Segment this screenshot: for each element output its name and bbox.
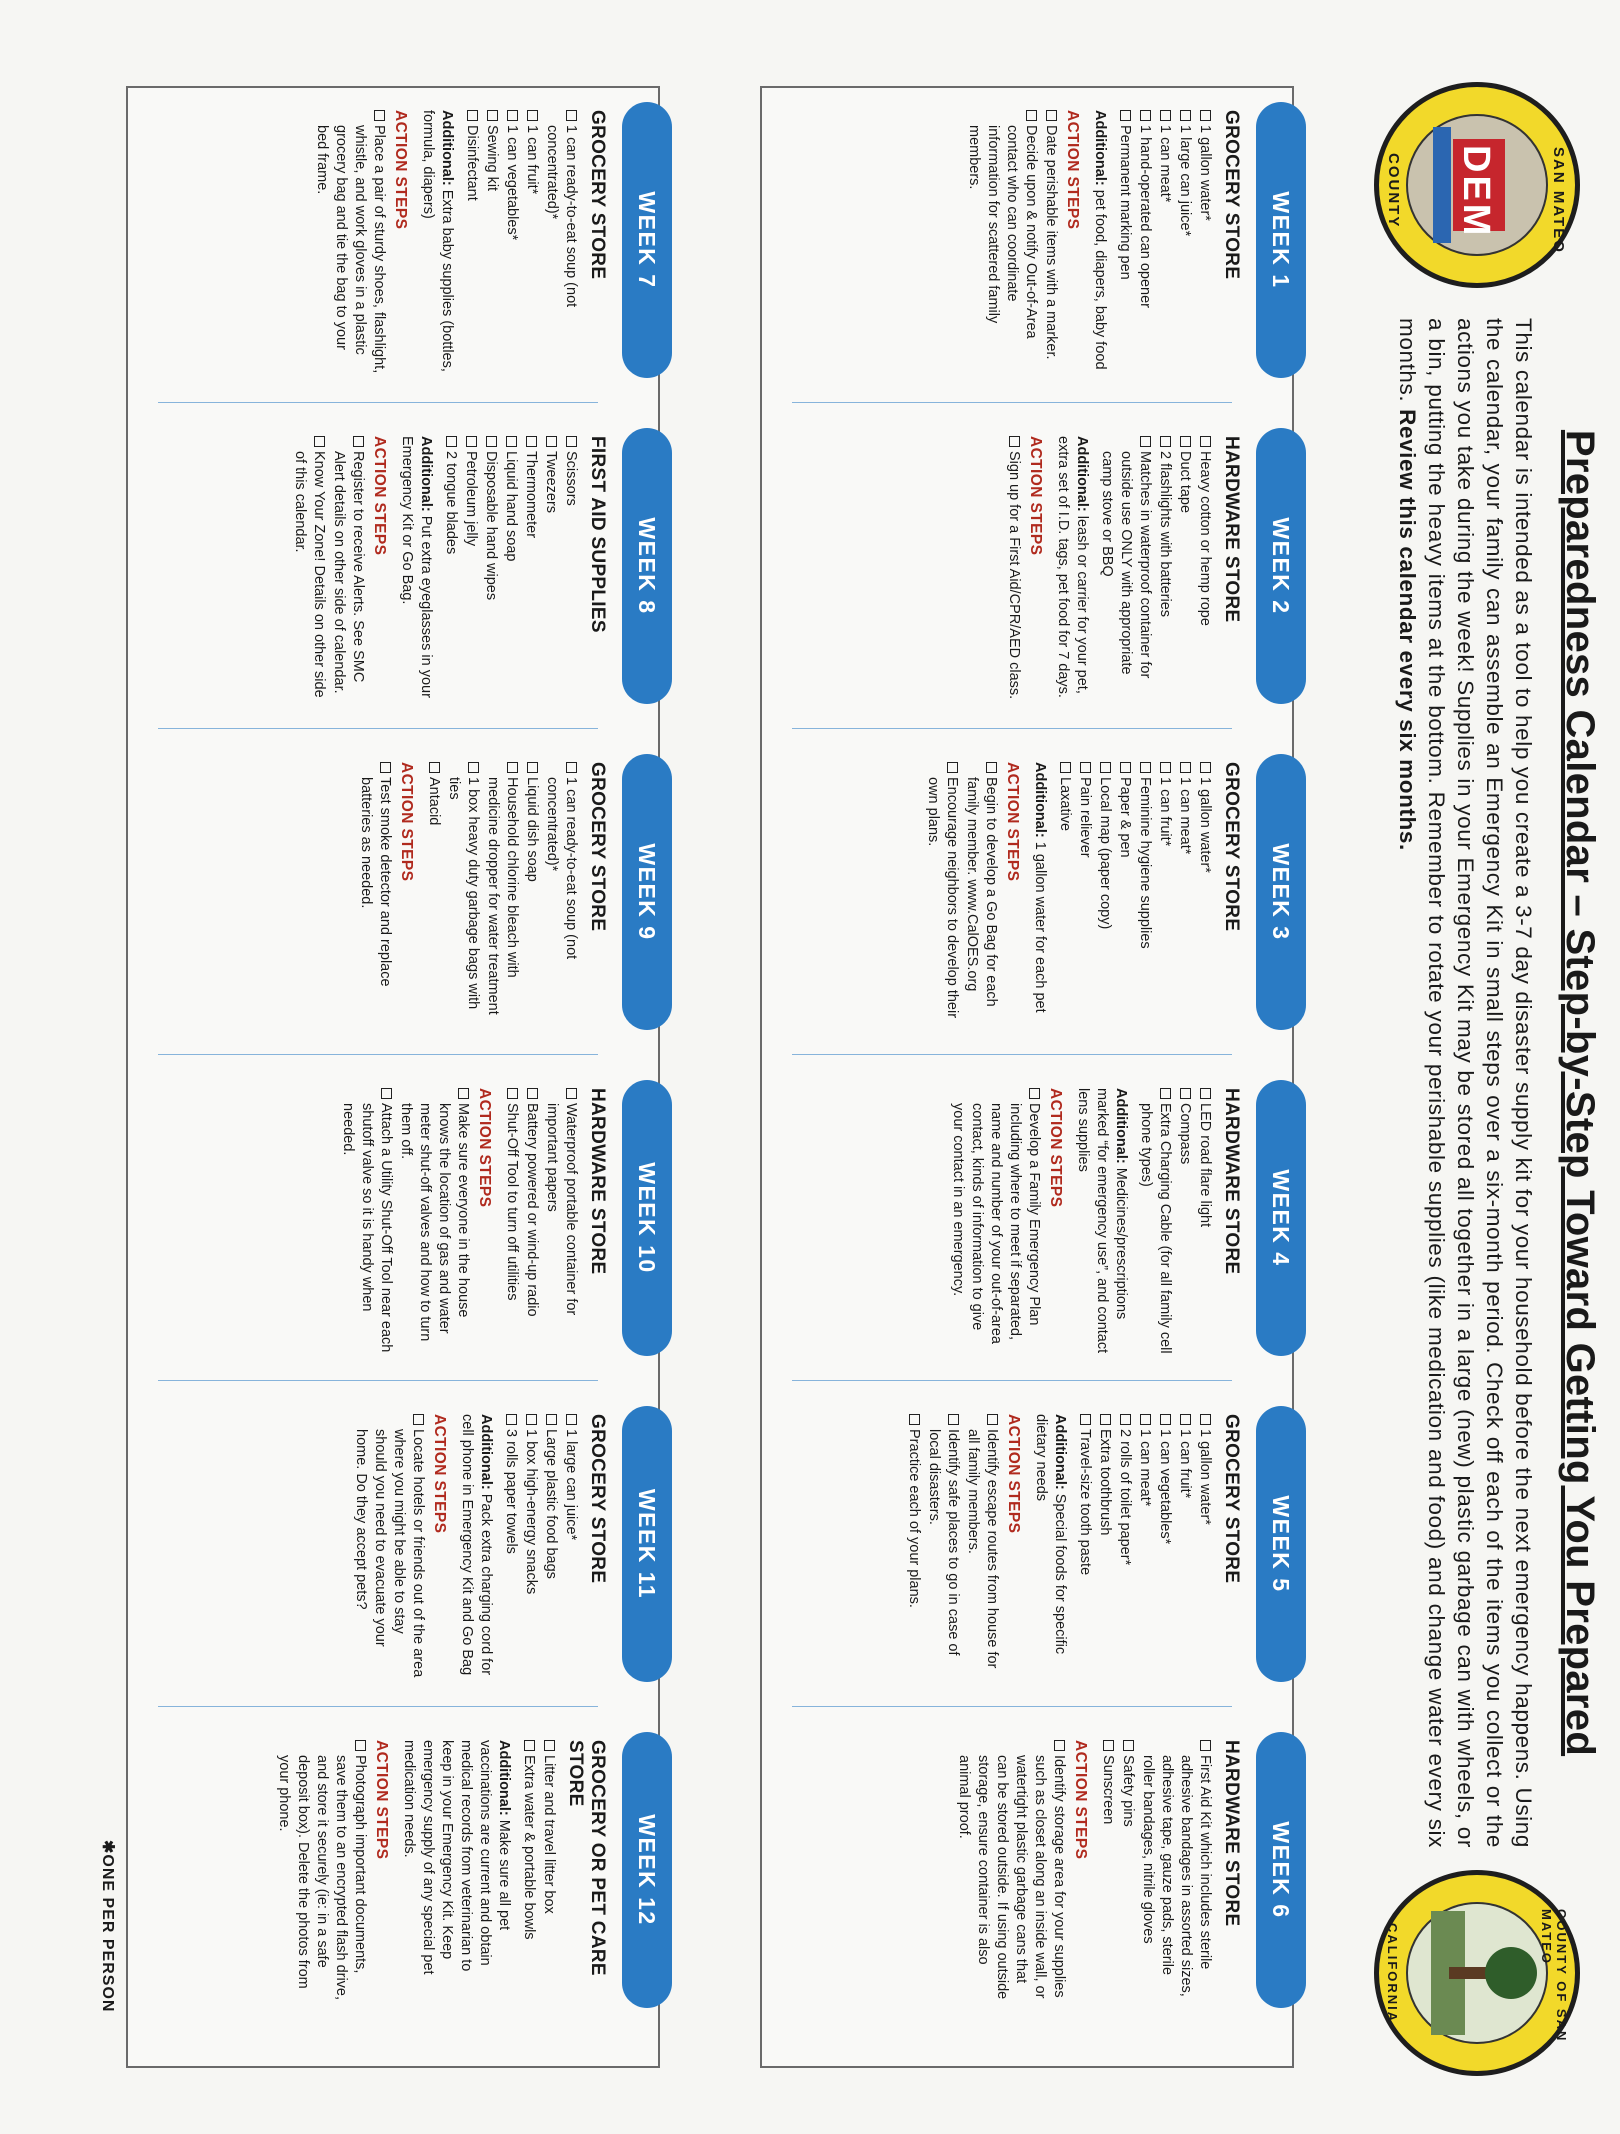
seal-left-bottom-text: COUNTY <box>1385 153 1402 229</box>
column-divider <box>158 402 598 403</box>
store-heading: HARDWARE STORE <box>1221 1740 1242 1927</box>
supply-checklist-item[interactable]: Scissors <box>561 436 580 702</box>
supply-checklist-item[interactable]: Paper & pen <box>1115 762 1134 1028</box>
supply-checklist-item[interactable]: Extra Charging Cable (for all family cell phone types) <box>1136 1088 1174 1354</box>
week-body <box>132 1088 612 1354</box>
week-tab: WEEK 2 <box>1256 428 1306 704</box>
action-step-checklist-item[interactable]: Photograph important documents, save them to an encrypted flash drive, and store it securely (ie: in a safe deposit box). Delete the photos from your phone. <box>274 1740 369 2006</box>
week-body <box>766 1088 1246 1354</box>
column-divider <box>792 1706 1232 1707</box>
week-tab: WEEK 10 <box>622 1080 672 1356</box>
column-divider <box>792 1380 1232 1381</box>
week-tab: WEEK 1 <box>1256 102 1306 378</box>
supply-checklist-item[interactable]: Disinfectant <box>462 110 481 376</box>
supply-checklist-item[interactable]: 1 can ready-to-eat soup (not concentrated)* <box>542 110 580 376</box>
supply-checklist-item[interactable]: 1 can meat* <box>1135 1414 1154 1680</box>
week-tab: WEEK 3 <box>1256 754 1306 1030</box>
supply-list <box>462 110 580 376</box>
week-tab: WEEK 12 <box>622 1732 672 2008</box>
week-column <box>128 422 661 710</box>
week-column <box>762 1400 1295 1688</box>
additional-label: Additional: <box>1074 436 1090 512</box>
supply-checklist-item[interactable]: 1 gallon water* <box>1195 110 1214 376</box>
week-body <box>132 1414 612 1680</box>
action-steps-list <box>338 1088 472 1354</box>
supply-checklist-item[interactable]: 1 can fruit* <box>1175 1414 1194 1680</box>
week-body <box>132 436 612 702</box>
page-title: Preparedness Calendar – Step-by-Step Toward Getting You Prepared <box>1558 429 1602 1757</box>
additional-label: Additional: <box>1052 1414 1068 1490</box>
additional-note <box>1073 1088 1130 1354</box>
week-column <box>128 1400 661 1688</box>
week-tab: WEEK 8 <box>622 428 672 704</box>
supply-list <box>1055 762 1214 1028</box>
action-steps-list <box>290 436 367 702</box>
supply-checklist-item[interactable]: Duct tape <box>1175 436 1194 702</box>
intro-bold-text: Review this calendar every six months. <box>1395 409 1420 851</box>
week-column <box>128 748 661 1036</box>
action-step-checklist-item[interactable]: Date perishable items with a marker. <box>1041 110 1060 376</box>
column-divider <box>158 1706 598 1707</box>
supply-checklist-item[interactable]: Petroleum jelly <box>461 436 480 702</box>
supply-list <box>1098 1740 1214 2006</box>
action-steps-heading: ACTION STEPS <box>373 1740 390 1860</box>
action-step-checklist-item[interactable]: Locate hotels or friends out of the area where you might be able to stay should you need to evacuate your home. Do they accept pets? <box>351 1414 427 1680</box>
supply-checklist-item[interactable]: 2 tongue blades <box>441 436 460 702</box>
additional-note <box>1030 762 1049 1028</box>
supply-checklist-item[interactable]: 1 can meat* <box>1155 110 1174 376</box>
column-divider <box>792 1054 1232 1055</box>
supply-checklist-item[interactable]: 1 box high-energy snacks <box>521 1414 540 1680</box>
week-column <box>762 422 1295 710</box>
supply-checklist-item[interactable]: Matches in waterproof container for outside use ONLY with appropriate camp stove or BBQ <box>1097 436 1154 702</box>
action-step-checklist-item[interactable]: Practice each of your plans. <box>904 1414 923 1680</box>
supply-checklist-item[interactable]: Extra toothbrush <box>1095 1414 1114 1680</box>
action-steps-list <box>1004 436 1023 702</box>
action-steps-list <box>312 110 388 376</box>
supply-list <box>1097 436 1214 702</box>
additional-text: Extra baby supplies (bottles, formula, diapers) <box>420 110 455 372</box>
action-steps-heading: ACTION STEPS <box>398 762 415 882</box>
supply-checklist-item[interactable]: First Aid Kit which includes sterile adhesive bandages in assorted sizes, adhesive tape, gauze pads, sterile roller bandages, nitrile gloves <box>1138 1740 1214 2006</box>
supply-checklist-item[interactable]: Pain reliever <box>1075 762 1094 1028</box>
store-heading: HARDWARE STORE <box>1221 436 1242 623</box>
supply-checklist-item[interactable]: Waterproof portable container for important papers <box>542 1088 580 1354</box>
action-steps-list <box>274 1740 369 2006</box>
action-steps-heading: ACTION STEPS <box>1027 436 1044 556</box>
additional-note <box>418 110 456 376</box>
supply-checklist-item[interactable]: 1 can vegetables* <box>502 110 521 376</box>
action-steps-list <box>948 1088 1043 1354</box>
action-steps-list <box>904 1414 1001 1680</box>
supply-checklist-item[interactable]: Compass <box>1175 1088 1194 1354</box>
action-step-checklist-item[interactable]: Begin to develop a Go Bag for each family member. www.CalOES.org <box>962 762 1000 1028</box>
supply-checklist-item[interactable]: Sewing kit <box>482 110 501 376</box>
action-step-checklist-item[interactable]: Know Your Zone! Details on other side of this calendar. <box>290 436 328 702</box>
week-body <box>132 762 612 1028</box>
weeks-7-12-panel <box>126 86 660 2068</box>
supply-checklist-item[interactable]: Heavy cotton or hemp rope <box>1195 436 1214 702</box>
additional-text: pet food, diapers, baby food <box>1092 189 1108 370</box>
action-step-checklist-item[interactable]: Identify escape routes from house for all family members. <box>963 1414 1001 1680</box>
additional-text: 1 gallon water for each pet <box>1032 841 1048 1013</box>
week-column <box>128 1074 661 1362</box>
additional-note <box>1053 436 1091 702</box>
action-steps-list <box>923 762 1000 1028</box>
action-steps-heading: ACTION STEPS <box>371 436 388 556</box>
action-step-checklist-item[interactable]: Encourage neighbors to develop their own plans. <box>923 762 961 1028</box>
weeks-1-6-panel <box>760 86 1294 2068</box>
supply-checklist-item[interactable]: 2 rolls of toilet paper* <box>1115 1414 1134 1680</box>
supply-checklist-item[interactable]: LED road flare light <box>1195 1088 1214 1354</box>
dem-seal-logo <box>1374 82 1580 288</box>
additional-label: Additional: <box>439 110 455 186</box>
action-steps-heading: ACTION STEPS <box>1047 1088 1064 1208</box>
additional-label: Additional: <box>496 1740 512 1816</box>
store-heading: GROCERY STORE <box>1221 110 1242 280</box>
action-steps-heading: ACTION STEPS <box>1005 1414 1022 1534</box>
week-column <box>762 1074 1295 1362</box>
week-body <box>766 1740 1246 2006</box>
week-body <box>132 110 612 376</box>
supply-checklist-item[interactable]: 1 gallon water* <box>1195 762 1214 1028</box>
week-body <box>766 110 1246 376</box>
week-tab: WEEK 7 <box>622 102 672 378</box>
store-heading: GROCERY STORE <box>1221 762 1242 932</box>
supply-checklist-item[interactable]: Extra water & portable bowls <box>519 1740 538 2006</box>
supply-list <box>441 436 580 702</box>
action-step-checklist-item[interactable]: Register to receive Alerts. See SMC Alert details on other side of calendar. <box>329 436 367 702</box>
supply-checklist-item[interactable]: Liquid hand soap <box>501 436 520 702</box>
action-step-checklist-item[interactable]: Attach a Utility Shut-Off Tool near each shutoff valve so it is handy when needed. <box>338 1088 395 1354</box>
supply-checklist-item[interactable]: 1 gallon water* <box>1195 1414 1214 1680</box>
supply-checklist-item[interactable]: Laxative <box>1055 762 1074 1028</box>
store-heading: GROCERY STORE <box>587 1414 608 1584</box>
additional-text: Special foods for specific dietary needs <box>1033 1414 1068 1655</box>
supply-checklist-item[interactable]: Disposable hand wipes <box>481 436 500 702</box>
supply-list <box>424 762 580 1028</box>
additional-note <box>1090 110 1109 376</box>
additional-note <box>457 1414 495 1680</box>
seal-left-top-text: SAN MATEO <box>1550 147 1567 254</box>
supply-list <box>502 1088 580 1354</box>
action-steps-list <box>351 1414 427 1680</box>
additional-text: Make sure all pet vaccinations are current and obtain medical records from veterinarian to keep in your Emergency Kit. Keep emergency supply of any special pet medication needs. <box>401 1740 512 1975</box>
week-tab: WEEK 9 <box>622 754 672 1030</box>
store-heading: GROCERY OR PET CARE STORE <box>565 1740 608 1976</box>
county-seal-logo <box>1374 1870 1580 2076</box>
week-column <box>762 748 1295 1036</box>
supply-checklist-item[interactable]: Battery powered or wind-up radio <box>522 1088 541 1354</box>
column-divider <box>158 1380 598 1381</box>
additional-label: Additional: <box>478 1414 494 1490</box>
action-step-checklist-item[interactable]: Identify safe places to go in case of local disasters. <box>924 1414 962 1680</box>
supply-checklist-item[interactable]: Feminine hygiene supplies <box>1135 762 1154 1028</box>
additional-note <box>397 436 435 702</box>
column-divider <box>158 728 598 729</box>
action-steps-list <box>356 762 394 1028</box>
action-steps-heading: ACTION STEPS <box>431 1414 448 1534</box>
action-step-checklist-item[interactable]: Make sure everyone in the house knows the location of gas and water meter shut-off valves and how to turn them off. <box>396 1088 472 1354</box>
additional-text: Put extra eyeglasses in your Emergency Kit or Go Bag. <box>399 436 434 698</box>
supply-checklist-item[interactable]: 1 can vegetables* <box>1155 1414 1174 1680</box>
column-divider <box>792 728 1232 729</box>
supply-checklist-item[interactable]: Liquid dish soap <box>522 762 541 1028</box>
seal-left-center-text: DEM <box>1455 145 1497 239</box>
week-tab: WEEK 6 <box>1256 1732 1306 2008</box>
week-column <box>128 96 661 384</box>
supply-list <box>1075 1414 1214 1680</box>
action-steps-heading: ACTION STEPS <box>1004 762 1021 882</box>
supply-checklist-item[interactable]: Permanent marking pen <box>1115 110 1134 376</box>
supply-list <box>1136 1088 1214 1354</box>
action-steps-heading: ACTION STEPS <box>392 110 409 230</box>
supply-checklist-item[interactable]: 1 can fruit* <box>522 110 541 376</box>
supply-checklist-item[interactable]: Thermometer <box>521 436 540 702</box>
additional-text: leash or carrier for your pet, extra set of I.D. tags, pet food for 7 days. <box>1055 436 1090 698</box>
additional-text: Pack extra charging cord for cell phone in Emergency Kit and Go Bag <box>459 1414 494 1676</box>
additional-label: Additional: <box>1092 110 1108 186</box>
supply-list <box>501 1414 580 1680</box>
action-steps-heading: ACTION STEPS <box>476 1088 493 1208</box>
supply-checklist-item[interactable]: 1 can meat* <box>1175 762 1194 1028</box>
action-step-checklist-item[interactable]: Place a pair of sturdy shoes, flashlight, whistle, and work gloves in a plastic grocery bag and tie the bag to your bed frame. <box>312 110 388 376</box>
store-heading: GROCERY STORE <box>1221 1414 1242 1584</box>
week-body <box>766 1414 1246 1680</box>
week-body <box>132 1740 612 2006</box>
supply-checklist-item[interactable]: Safety pins <box>1118 1740 1137 2006</box>
supply-list <box>519 1740 558 2006</box>
intro-text: This calendar is intended as a tool to help you create a 3-7 day disaster supply kit for your household before the next emergency happens. Using the calendar, your family can assemble an Emergency Kit in small steps over a six-month period. Check off each of the items you collect or the actions you take during the week! Supplies in your Emergency Kit may be stored all together in a large (new) plastic garbage can with wheels, or a bin, putting the heavy items at the bottom. Remember to rotate your perishable supplies (like medication and food) and change water every six months. <box>1395 318 1536 1848</box>
store-heading: HARDWARE STORE <box>1221 1088 1242 1275</box>
additional-note <box>1031 1414 1069 1680</box>
supply-checklist-item[interactable]: 1 large can juice* <box>561 1414 580 1680</box>
action-step-checklist-item[interactable]: Sign up for a First Aid/CPR/AED class. <box>1004 436 1023 702</box>
column-divider <box>158 1054 598 1055</box>
supply-checklist-item[interactable]: Shut-Off Tool to turn off utilities <box>502 1088 521 1354</box>
action-step-checklist-item[interactable]: Decide upon & notify Out-of-Area contact who can coordinate information for scattered family members. <box>964 110 1040 376</box>
supply-checklist-item[interactable]: Household chlorine bleach with medicine dropper for water treatment <box>483 762 521 1028</box>
week-tab: WEEK 5 <box>1256 1406 1306 1682</box>
supply-checklist-item[interactable]: Antacid <box>424 762 443 1028</box>
supply-checklist-item[interactable]: Local map (paper copy) <box>1095 762 1114 1028</box>
action-step-checklist-item[interactable]: Develop a Family Emergency Plan including where to meet if separated, name and number of your out-of-area contact, kinds of information to give your contact in an emergency. <box>948 1088 1043 1354</box>
seal-right-bottom-text: CALIFORNIA <box>1385 1923 1400 2024</box>
action-steps-heading: ACTION STEPS <box>1064 110 1081 230</box>
action-steps-list <box>954 1740 1068 2006</box>
supply-checklist-item[interactable]: 1 hand-operated can opener <box>1135 110 1154 376</box>
week-body <box>766 436 1246 702</box>
week-tab: WEEK 11 <box>622 1406 672 1682</box>
supply-checklist-item[interactable]: 2 flashlights with batteries <box>1155 436 1174 702</box>
store-heading: GROCERY STORE <box>587 110 608 280</box>
store-heading: FIRST AID SUPPLIES <box>587 436 608 633</box>
additional-note <box>399 1740 513 2006</box>
additional-label: Additional: <box>418 436 434 512</box>
supply-checklist-item[interactable]: Litter and travel litter box <box>539 1740 558 2006</box>
supply-checklist-item[interactable]: 1 can ready-to-eat soup (not concentrated)* <box>542 762 580 1028</box>
supply-list <box>1115 110 1214 376</box>
action-step-checklist-item[interactable]: Test smoke detector and replace batteries as needed. <box>356 762 394 1028</box>
footnote: ✱ONE PER PERSON <box>99 1840 116 2013</box>
action-steps-list <box>964 110 1060 376</box>
action-step-checklist-item[interactable]: Identify storage area for your supplies such as closet along an inside wall, or watertight plastic garbage cans that can be stored outside. If using outside storage, ensure container is also animal proof. <box>954 1740 1068 2006</box>
week-column <box>128 1726 661 2014</box>
additional-label: Additional: <box>1113 1088 1129 1164</box>
supply-checklist-item[interactable]: 1 box heavy duty garbage bags with ties <box>444 762 482 1028</box>
supply-checklist-item[interactable]: Travel-size tooth paste <box>1075 1414 1094 1680</box>
supply-checklist-item[interactable]: 3 rolls paper towels <box>501 1414 520 1680</box>
store-heading: HARDWARE STORE <box>587 1088 608 1275</box>
intro-paragraph <box>1393 318 1538 1848</box>
supply-checklist-item[interactable]: Sunscreen <box>1098 1740 1117 2006</box>
supply-checklist-item[interactable]: 1 large can juice* <box>1175 110 1194 376</box>
seal-right-top-text: COUNTY OF SAN MATEO <box>1539 1909 1569 2043</box>
week-body <box>766 762 1246 1028</box>
week-column <box>762 1726 1295 2014</box>
week-tab: WEEK 4 <box>1256 1080 1306 1356</box>
supply-checklist-item[interactable]: Large plastic food bags <box>541 1414 560 1680</box>
additional-text: Medicines/prescriptions marked “for emergency use”, and contact lens supplies <box>1075 1088 1129 1354</box>
supply-checklist-item[interactable]: Tweezers <box>541 436 560 702</box>
supply-checklist-item[interactable]: 1 can fruit* <box>1155 762 1174 1028</box>
action-steps-heading: ACTION STEPS <box>1072 1740 1089 1860</box>
additional-label: Additional: <box>1032 762 1048 838</box>
column-divider <box>792 402 1232 403</box>
week-column <box>762 96 1295 384</box>
store-heading: GROCERY STORE <box>587 762 608 932</box>
